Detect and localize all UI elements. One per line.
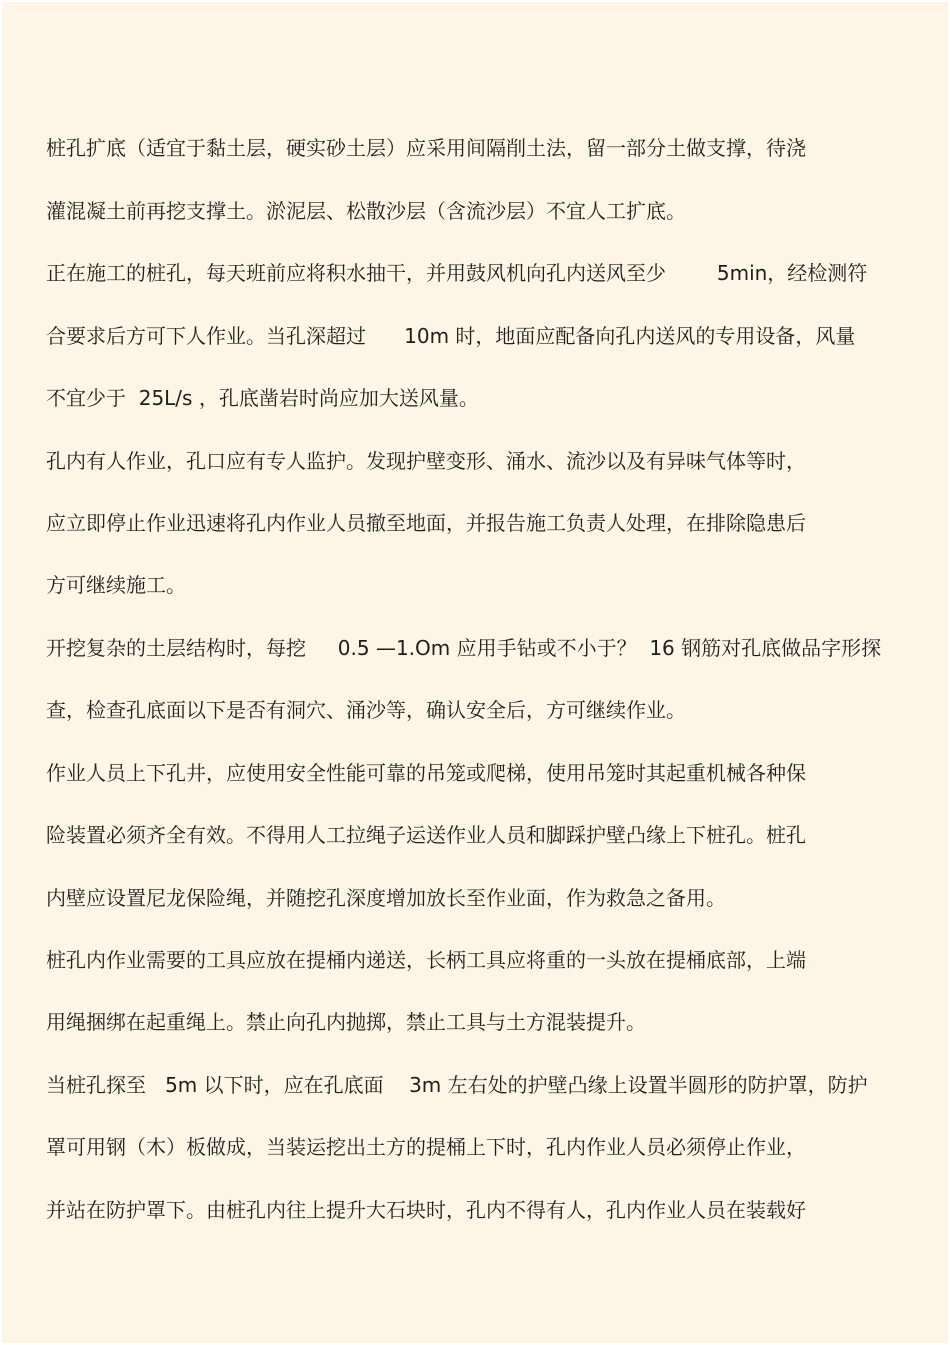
text-line: 应立即停止作业迅速将孔内作业人员撤至地面，并报告施工负责人处理，在排除隐患后 [46, 511, 806, 535]
text-line: 作业人员上下孔井，应使用安全性能可靠的吊笼或爬梯，使用吊笼时其起重机械各种保 [46, 761, 806, 785]
text-line: 用绳捆绑在起重绳上。禁止向孔内抛掷，禁止工具与土方混装提升。 [46, 1010, 646, 1034]
text-line: 桩孔扩底（适宜于黏土层，硬实砂土层）应采用间隔削土法，留一部分土做支撑，待浇 [46, 136, 806, 160]
text-line: 合要求后方可下人作业。当孔深超过 10m 时，地面应配备向孔内送风的专用设备，风量 [46, 324, 856, 348]
text-line: 罩可用钢（木）板做成，当装运挖出土方的提桶上下时，孔内作业人员必须停止作业， [46, 1135, 806, 1159]
document-page [2, 2, 948, 1343]
text-line: 不宜少于 25L/s ，孔底凿岩时尚应加大送风量。 [46, 386, 479, 410]
text-line: 正在施工的桩孔，每天班前应将积水抽干，并用鼓风机向孔内送风至少 5min，经检测符 [46, 261, 868, 285]
text-line: 内壁应设置尼龙保险绳，并随挖孔深度增加放长至作业面，作为救急之备用。 [46, 886, 726, 910]
text-line: 并站在防护罩下。由桩孔内往上提升大石块时，孔内不得有人，孔内作业人员在装载好 [46, 1198, 806, 1222]
text-line: 方可继续施工。 [46, 573, 186, 597]
text-line: 桩孔内作业需要的工具应放在提桶内递送，长柄工具应将重的一头放在提桶底部，上端 [46, 948, 806, 972]
text-line: 孔内有人作业，孔口应有专人监护。发现护壁变形、涌水、流沙以及有异味气体等时， [46, 449, 806, 473]
text-line: 开挖复杂的土层结构时，每挖 0.5 —1.Om 应用手钻或不小于？ 16 钢筋对孔底做品字形探 [46, 636, 882, 660]
text-line: 险装置必须齐全有效。不得用人工拉绳子运送作业人员和脚踩护壁凸缘上下桩孔。桩孔 [46, 823, 806, 847]
text-line: 查，检查孔底面以下是否有洞穴、涌沙等，确认安全后，方可继续作业。 [46, 698, 686, 722]
text-line: 当桩孔探至 5m 以下时，应在孔底面 3m 左右处的护壁凸缘上设置半圆形的防护罩，防护 [46, 1073, 868, 1097]
text-line: 灌混凝土前再挖支撑土。淤泥层、松散沙层（含流沙层）不宜人工扩底。 [46, 199, 686, 223]
